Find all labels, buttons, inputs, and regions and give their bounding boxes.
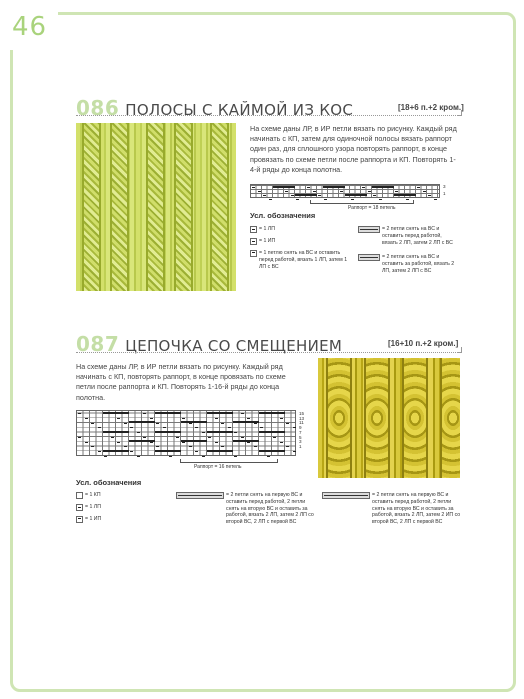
chart-cell-mark: [286, 446, 289, 447]
knit-stitch-icon: [76, 504, 83, 511]
chart-cell-mark: [85, 418, 88, 419]
chart-cable-mark: [207, 450, 233, 452]
legend-item-knit: = 1 ЛП: [250, 226, 275, 233]
chart-cell-mark: [156, 423, 159, 424]
chart-cell-mark: [423, 191, 426, 192]
chart-cell-mark: [247, 418, 250, 419]
purl-stitch-icon: [76, 516, 83, 523]
chart-cable-mark: [394, 194, 416, 196]
chart-cell-mark: [137, 432, 140, 433]
chart-cell-mark: [182, 418, 185, 419]
cable-2-over-2-right-icon: [358, 254, 380, 261]
chart-cell-mark: [252, 187, 255, 188]
chart-cell-mark: [373, 195, 376, 196]
header-rule: [76, 352, 462, 353]
chart-cable-mark: [259, 431, 285, 433]
chart-cell-mark: [143, 437, 146, 438]
chart-cell-mark: [368, 191, 371, 192]
pattern-087-description: На схеме даны ЛР, в ИР петли вязать по рисунку. Каждый ряд начинать с КП, повторять раппорт, в конце провязать по схеме петли после раппорта и КП. Повторять 1-16-й ряды до конца полотна.: [76, 362, 286, 402]
legend-item-cable-2-left: = 2 петли снять на ВС и оставить перед работой, вязать 2 ЛП, затем 2 ЛП с ВС: [358, 226, 458, 246]
chart-grid: [250, 184, 440, 198]
chart-cable-mark: [129, 440, 155, 442]
chart-cell-mark: [362, 187, 365, 188]
chart-cell-mark: [428, 195, 431, 196]
chart-cell-mark: [307, 187, 310, 188]
chart-cell-mark: [130, 451, 133, 452]
legend-title: Усл. обозначения: [250, 211, 316, 220]
chart-cell-mark: [241, 413, 244, 414]
row-number-3: 3: [443, 184, 446, 189]
pattern-number: 086: [76, 96, 120, 120]
legend-item-cable-2-right: = 2 петли снять на ВС и оставить за работой, вязать 2 ЛП, затем 2 ЛП с ВС: [358, 254, 458, 274]
legend-item-knit: = 1 ЛП: [76, 504, 101, 511]
header-tick: [458, 347, 462, 353]
chart-cell-mark: [117, 418, 120, 419]
pattern-title: ЦЕПОЧКА СО СМЕЩЕНИЕМ: [125, 337, 343, 355]
chart-cell-mark: [163, 427, 166, 428]
chart-cell-mark: [221, 423, 224, 424]
chart-cable-mark: [181, 440, 207, 442]
chart-cell-mark: [130, 427, 133, 428]
chart-cell-mark: [215, 442, 218, 443]
chart-cell-mark: [280, 442, 283, 443]
chart-cell-mark: [124, 446, 127, 447]
chart-cell-mark: [434, 199, 437, 200]
cable-1-over-1-icon: [250, 250, 257, 257]
chart-cell-mark: [104, 456, 107, 457]
chart-cable-mark: [345, 194, 367, 196]
page-number: 46: [12, 12, 48, 42]
chart-cell-mark: [78, 437, 81, 438]
chart-cell-mark: [169, 456, 172, 457]
chart-cell-mark: [85, 442, 88, 443]
chart-cell-mark: [117, 442, 120, 443]
legend-item-edge: = 1 КП: [76, 492, 101, 499]
header-tick: [458, 110, 462, 116]
chart-cell-mark: [269, 199, 272, 200]
chart-cell-mark: [176, 437, 179, 438]
row-numbers: 15 13 11 9 7 5 3 1: [299, 411, 305, 449]
pattern-087-swatch-photo: [318, 358, 460, 478]
knit-stitch-icon: [250, 226, 257, 233]
pattern-086-swatch-photo: [76, 123, 236, 291]
legend-item-cable-1: = 1 петлю снять на ВС и оставить перед работой, вязать 1 ЛП, затем 1 ЛП с ВС: [250, 250, 348, 270]
chart-cell-mark: [98, 427, 101, 428]
chart-cable-mark: [372, 186, 394, 188]
stitch-count: [18+6 п.+2 кром.]: [398, 103, 464, 112]
chart-cable-mark: [273, 186, 295, 188]
repeat-label: Раппорт = 18 петель: [348, 205, 396, 211]
chart-cable-mark: [155, 412, 181, 414]
chart-cell-mark: [260, 427, 263, 428]
repeat-bracket: [310, 200, 414, 204]
chart-cable-mark: [207, 412, 233, 414]
cable-2-over-2-left-icon: [358, 226, 380, 233]
row-number-1: 1: [443, 191, 446, 196]
legend-title: Усл. обозначения: [76, 478, 142, 487]
cable-left-icon: [176, 492, 224, 499]
chart-cable-mark: [103, 412, 129, 414]
chart-cable-mark: [259, 412, 285, 414]
pattern-087-header: [76, 334, 342, 354]
repeat-label: Раппорт = 16 петель: [194, 464, 242, 470]
chart-cell-mark: [150, 418, 153, 419]
chart-cell-mark: [189, 446, 192, 447]
pattern-087-chart: [76, 410, 312, 478]
chart-cable-mark: [103, 431, 129, 433]
chart-cell-mark: [228, 427, 231, 428]
chart-cell-mark: [91, 446, 94, 447]
chart-cell-mark: [241, 437, 244, 438]
header-rule: [76, 115, 462, 116]
legend-item-cable-right: = 2 петли снять на первую ВС и оставить перед работой, 2 петли снять на вторую ВС и оставить за работой, вязать 2 ЛП, затем 2 ИП со второй ВС, 2 ЛП с первой ВС: [322, 492, 462, 526]
chart-cable-mark: [207, 431, 233, 433]
chart-cell-mark: [195, 451, 198, 452]
chart-cell-mark: [417, 187, 420, 188]
chart-cell-mark: [293, 451, 296, 452]
chart-cell-mark: [286, 423, 289, 424]
stitch-count: [16+10 п.+2 кром.]: [388, 339, 459, 348]
chart-cell-mark: [395, 191, 398, 192]
legend-item-cable-left: = 2 петли снять на первую ВС и оставить перед работой, 2 петли снять на вторую ВС и оставить за работой, вязать 2 ЛП, затем 2 ЛП со второй ВС, 2 ЛП с первой ВС: [176, 492, 316, 526]
chart-cable-mark: [233, 421, 259, 423]
chart-cell-mark: [124, 423, 127, 424]
legend-item-purl: = 1 ИП: [250, 238, 275, 245]
chart-cell-mark: [267, 456, 270, 457]
chart-cable-mark: [323, 186, 345, 188]
chart-cell-mark: [143, 413, 146, 414]
chart-cell-mark: [98, 451, 101, 452]
chart-cell-mark: [156, 446, 159, 447]
pattern-086-description: На схеме даны ЛР, в ИР петли вязать по рисунку. Каждый ряд начинать с КП, затем для одиночной полосы вязать раппорт один раз, для сплошного узора повторять раппорт, в конце провязать по схеме петли после раппорта и КП. Повторять 1-4-й ряды до конца полотна.: [250, 124, 457, 174]
edge-stitch-icon: [76, 492, 83, 499]
chart-cell-mark: [221, 446, 224, 447]
pattern-title: ПОЛОСЫ С КАЙМОЙ ИЗ КОС: [125, 101, 354, 119]
chart-cell-mark: [291, 195, 294, 196]
chart-cell-mark: [202, 456, 205, 457]
legend-item-purl: = 1 ИП: [76, 516, 101, 523]
cable-right-icon: [322, 492, 370, 499]
chart-cable-mark: [155, 431, 181, 433]
chart-cell-mark: [280, 418, 283, 419]
chart-cable-mark: [181, 421, 207, 423]
chart-cell-mark: [215, 418, 218, 419]
chart-cell-mark: [254, 446, 257, 447]
chart-cell-mark: [318, 195, 321, 196]
chart-grid: [76, 410, 296, 456]
chart-cell-mark: [91, 423, 94, 424]
repeat-bracket: [180, 459, 278, 463]
purl-stitch-icon: [250, 238, 257, 245]
chart-cell-mark: [208, 437, 211, 438]
chart-cell-mark: [234, 456, 237, 457]
chart-cell-mark: [202, 432, 205, 433]
chart-cell-mark: [258, 191, 261, 192]
chart-cell-mark: [263, 195, 266, 196]
chart-cable-mark: [259, 450, 285, 452]
chart-cell-mark: [234, 432, 237, 433]
chart-cell-mark: [195, 427, 198, 428]
pattern-number: 087: [76, 332, 120, 356]
chart-cell-mark: [273, 437, 276, 438]
chart-cell-mark: [137, 456, 140, 457]
chart-cell-mark: [296, 199, 299, 200]
chart-cable-mark: [103, 450, 129, 452]
chart-cell-mark: [293, 427, 296, 428]
chart-cell-mark: [78, 413, 81, 414]
chart-cell-mark: [111, 437, 114, 438]
chart-cable-mark: [295, 194, 317, 196]
chart-cable-mark: [233, 440, 259, 442]
chart-cable-mark: [155, 450, 181, 452]
chart-cable-mark: [129, 421, 155, 423]
chart-cell-mark: [285, 191, 288, 192]
chart-cell-mark: [313, 191, 316, 192]
chart-cell-mark: [340, 191, 343, 192]
pattern-086-chart: [250, 184, 450, 214]
